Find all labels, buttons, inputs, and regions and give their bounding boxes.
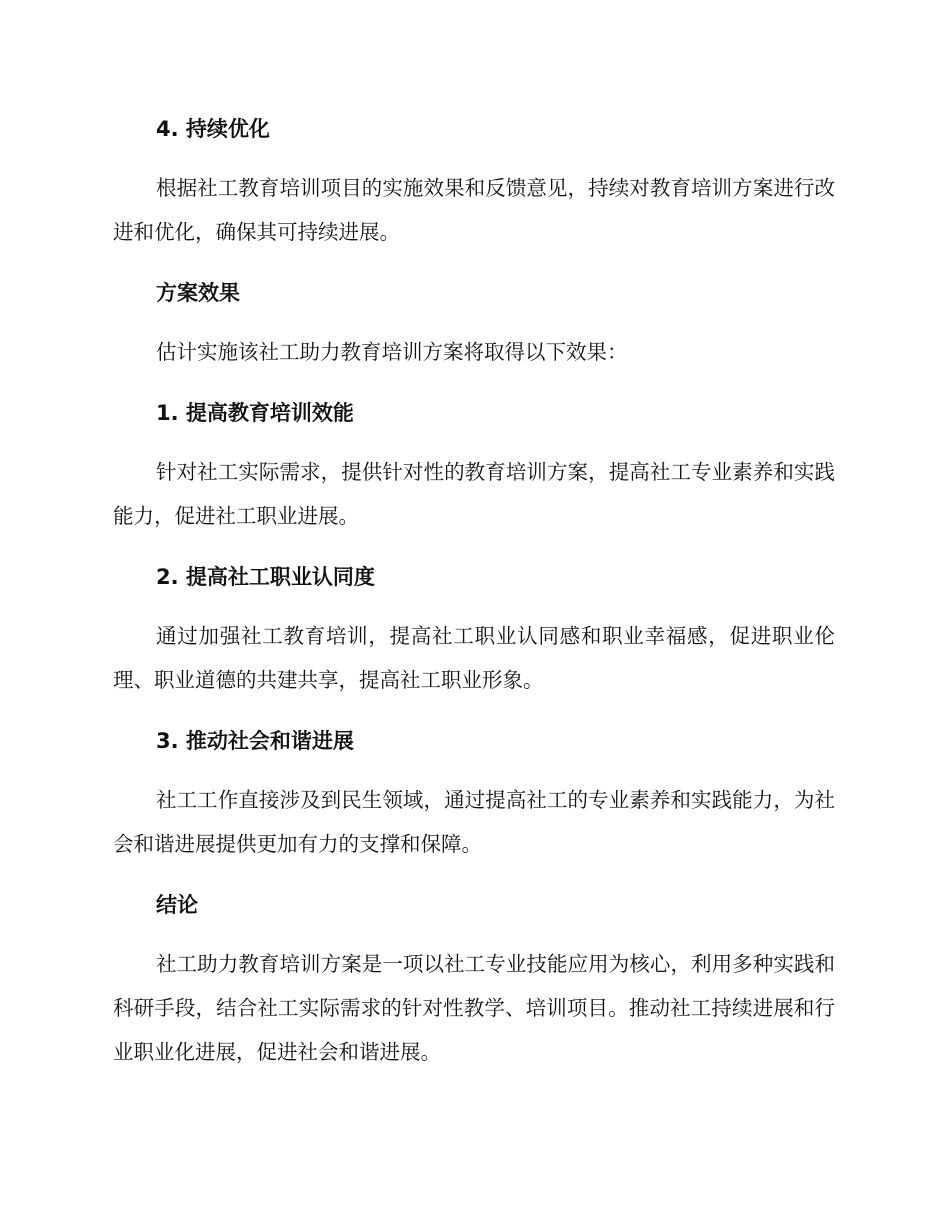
section-paragraph-training-efficiency: 针对社工实际需求，提供针对性的教育培训方案，提高社工专业素养和实践能力，促进社工职业进展。 bbox=[113, 460, 835, 528]
document-body bbox=[113, 108, 835, 1074]
section-heading-plan-effects: 方案效果 bbox=[156, 281, 240, 305]
section-paragraph-continuous-optimization: 根据社工教育培训项目的实施效果和反馈意见，持续对教育培训方案进行改进和优化，确保其可持续进展。 bbox=[113, 176, 835, 244]
section-paragraph-social-harmony: 社工工作直接涉及到民生领域，通过提高社工的专业素养和实践能力，为社会和谐进展提供更加有力的支撑和保障。 bbox=[113, 788, 835, 856]
section-paragraph-plan-effects: 估计实施该社工助力教育培训方案将取得以下效果： bbox=[156, 340, 628, 364]
section-heading-continuous-optimization: 4. 持续优化 bbox=[156, 117, 270, 141]
section-heading-conclusion: 结论 bbox=[156, 893, 198, 917]
section-heading-social-harmony: 3. 推动社会和谐进展 bbox=[156, 729, 354, 753]
section-paragraph-professional-identity: 通过加强社工教育培训，提高社工职业认同感和职业幸福感，促进职业伦理、职业道德的共建共享，提高社工职业形象。 bbox=[113, 624, 835, 692]
section-heading-professional-identity: 2. 提高社工职业认同度 bbox=[156, 565, 375, 589]
section-heading-training-efficiency: 1. 提高教育培训效能 bbox=[156, 401, 354, 425]
section-paragraph-conclusion: 社工助力教育培训方案是一项以社工专业技能应用为核心，利用多种实践和科研手段，结合社工实际需求的针对性教学、培训项目。推动社工持续进展和行业职业化进展，促进社会和谐进展。 bbox=[113, 952, 835, 1064]
